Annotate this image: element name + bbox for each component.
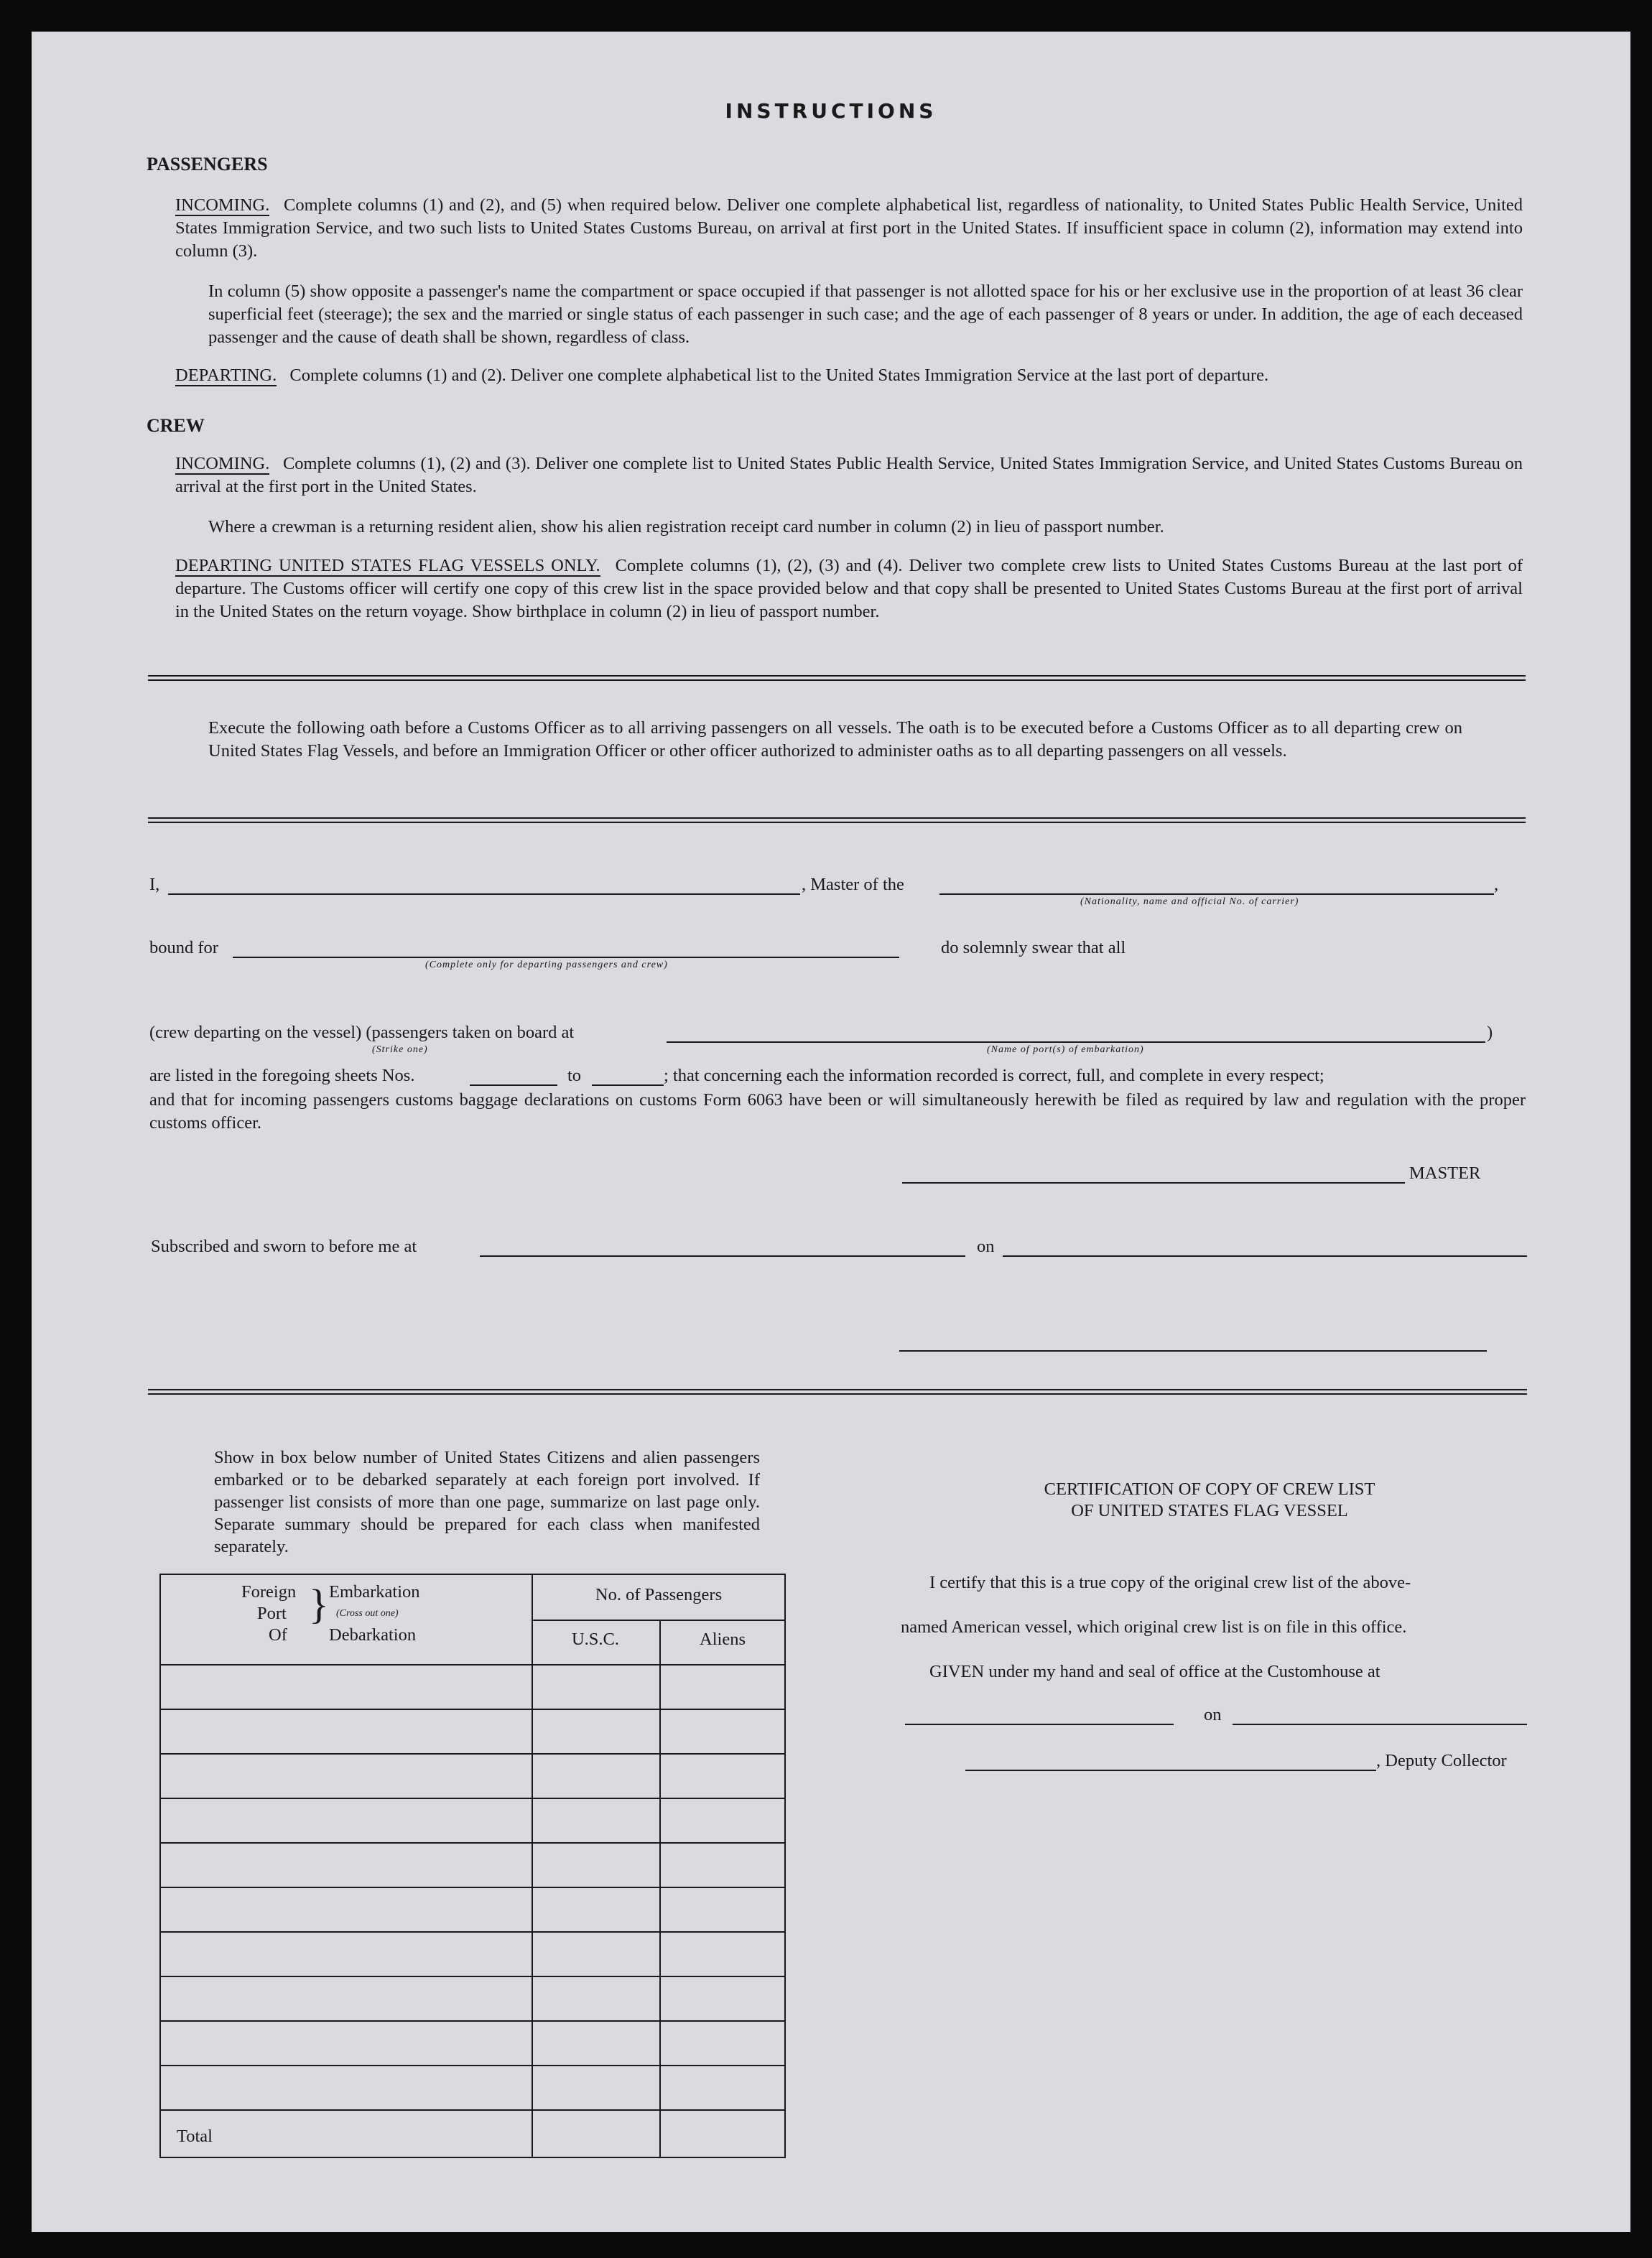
passenger-summary-table <box>159 1574 786 2158</box>
crew-departing-paragraph <box>175 554 1523 623</box>
crew-incoming-label: INCOMING. <box>175 454 270 473</box>
sworn-on-label: on <box>977 1237 995 1256</box>
brace-icon: } <box>309 1581 329 1627</box>
crew-departing-label: DEPARTING UNITED STATES FLAG VESSELS ONLY. <box>175 556 600 575</box>
sheet-to-field[interactable] <box>592 1084 664 1086</box>
bound-caption: (Complete only for departing passengers and crew) <box>425 960 668 970</box>
header-cross-out: (Cross out one) <box>336 1608 399 1619</box>
total-label: Total <box>177 2127 213 2146</box>
header-embarkation: Embarkation <box>329 1582 420 1602</box>
table-divider <box>161 2065 784 2066</box>
oath-listed-b: ; that concerning each the information recorded is correct, full, and complete in every respect; <box>664 1066 1324 1085</box>
sworn-date-field[interactable] <box>1003 1255 1527 1257</box>
certification-on-label: on <box>1204 1705 1222 1724</box>
header-foreign: Foreign <box>241 1582 297 1602</box>
passengers-departing-paragraph <box>175 364 1523 387</box>
master-label: MASTER <box>1409 1163 1481 1183</box>
crew-heading: CREW <box>147 415 205 436</box>
customhouse-field[interactable] <box>905 1724 1174 1725</box>
table-divider <box>161 2020 784 2022</box>
oath-instructions: Execute the following oath before a Customs Officer as to all arriving passengers on all vessels. The oath is to be executed before a Customs Officer as to all departing crew on United States Flag Vessels, and before an Immigration Officer or other officer authorized to administer oaths as to all departing passengers on all vessels. <box>208 718 1462 761</box>
crew-resident-paragraph: Where a crewman is a returning resident alien, show his alien registration receipt card number in column (2) in lieu of passport number. <box>208 517 1164 536</box>
officer-signature-field[interactable] <box>899 1350 1487 1352</box>
strike-caption: (Strike one) <box>372 1044 428 1055</box>
port-caption: (Name of port(s) of embarkation) <box>987 1044 1144 1055</box>
table-divider <box>161 1664 784 1665</box>
certification-line-3: GIVEN under my hand and seal of office at the Customhouse at <box>929 1662 1380 1681</box>
passengers-incoming-text: Complete columns (1) and (2), and (5) when required below. Deliver one complete alphabetical list, regardless of nationality, to United States Public Health Service, United States Immigration Service, and two such lists to United States Customs Bureau, on arrival at first port in the United States. If insufficient space in column (2), information may extend into column (3). <box>175 195 1523 261</box>
master-name-field[interactable] <box>168 893 800 895</box>
oath-crew-passengers: (crew departing on the vessel) (passengers taken on board at <box>149 1023 575 1042</box>
table-divider <box>532 1575 533 2157</box>
sheet-from-field[interactable] <box>470 1084 557 1086</box>
oath-listed-to: to <box>567 1066 582 1085</box>
crew-incoming-text: Complete columns (1), (2) and (3). Deliver one complete list to United States Public Health Service, United States Immigration Service, and United States Customs Bureau on arrival at the first port in the United States. <box>175 454 1523 496</box>
oath-listed-c: and that for incoming passengers customs baggage declarations on customs Form 6063 have been or will simultaneously herewith be filed as required by law and regulation with the proper customs officer. <box>149 1090 1526 1133</box>
oath-i-label: I, <box>149 875 160 894</box>
deputy-signature-field[interactable] <box>965 1770 1376 1771</box>
certification-heading-2: OF UNITED STATES FLAG VESSEL <box>1071 1501 1348 1520</box>
table-divider <box>161 1709 784 1710</box>
passengers-column5-paragraph: In column (5) show opposite a passenger's name the compartment or space occupied if that passenger is not allotted space for his or her exclusive use in the proportion of at least 36 clear superficial feet (steerage); the sex and the married or single status of each passenger in such case; and the age of each passenger of 8 years or under. In addition, the age of each deceased passenger and the cause of death shall be shown, regardless of class. <box>208 282 1523 347</box>
certification-line-1: I certify that this is a true copy of the original crew list of the above- <box>929 1573 1411 1592</box>
passengers-incoming-label: INCOMING. <box>175 195 270 215</box>
carrier-field[interactable] <box>939 893 1494 895</box>
passengers-incoming-paragraph <box>175 194 1523 263</box>
bound-for-field[interactable] <box>233 957 899 958</box>
certification-line-2: named American vessel, which original crew list is on file in this office. <box>901 1617 1407 1637</box>
header-of: Of <box>269 1625 287 1645</box>
oath-bound-for: bound for <box>149 938 218 957</box>
table-divider <box>161 2109 784 2111</box>
oath-master-of: , Master of the <box>802 875 904 894</box>
deputy-collector-label: , Deputy Collector <box>1376 1751 1507 1770</box>
table-divider <box>161 1842 784 1844</box>
certification-date-field[interactable] <box>1233 1724 1527 1725</box>
form-page <box>32 32 1630 2232</box>
oath-swear: do solemnly swear that all <box>941 938 1126 957</box>
table-divider <box>532 1620 784 1621</box>
header-usc: U.S.C. <box>571 1630 620 1649</box>
section-divider <box>148 675 1526 681</box>
oath-comma: , <box>1494 875 1499 894</box>
oath-listed-a: are listed in the foregoing sheets Nos. <box>149 1066 415 1085</box>
header-port: Port <box>257 1604 287 1623</box>
header-aliens: Aliens <box>700 1630 746 1649</box>
table-divider <box>161 1976 784 1977</box>
header-no-passengers: No. of Passengers <box>595 1585 723 1604</box>
certification-heading-1: CERTIFICATION OF COPY OF CREW LIST <box>1044 1479 1375 1499</box>
embarkation-port-field[interactable] <box>667 1041 1485 1043</box>
crew-incoming-paragraph <box>175 452 1523 498</box>
table-divider <box>161 1931 784 1933</box>
summary-instructions: Show in box below number of United States Citizens and alien passengers embarked or to be debarked separately at each foreign port involved. If passenger list consists of more than one page, summarize on last page only. Separate summary should be prepared for each class when manifested separately. <box>214 1448 760 1556</box>
passengers-departing-text: Complete columns (1) and (2). Deliver one complete alphabetical list to the United States Immigration Service at the last port of departure. <box>289 366 1269 385</box>
passengers-departing-label: DEPARTING. <box>175 366 277 385</box>
table-divider <box>161 1887 784 1888</box>
section-divider <box>148 1389 1527 1395</box>
carrier-caption: (Nationality, name and official No. of carrier) <box>1080 896 1299 907</box>
crew-departing-text: Complete columns (1), (2), (3) and (4). Deliver two complete crew lists to United States Customs Bureau at the last port of departure. The Customs officer will certify one copy of this crew list in the space provided below and that copy shall be presented to United States Customs Bureau at the first port of arrival in the United States on the return voyage. Show birthplace in column (2) in lieu of passport number. <box>175 556 1523 621</box>
page-title: INSTRUCTIONS <box>725 99 937 123</box>
section-divider <box>148 817 1526 823</box>
passengers-heading: PASSENGERS <box>147 154 268 175</box>
header-debarkation: Debarkation <box>329 1625 417 1645</box>
table-divider <box>161 1798 784 1799</box>
master-signature-field[interactable] <box>902 1182 1405 1184</box>
subscribed-label: Subscribed and sworn to before me at <box>151 1237 417 1256</box>
oath-close-paren: ) <box>1487 1023 1493 1042</box>
sworn-place-field[interactable] <box>480 1255 965 1257</box>
table-divider <box>161 1753 784 1755</box>
table-divider <box>659 1620 661 2157</box>
